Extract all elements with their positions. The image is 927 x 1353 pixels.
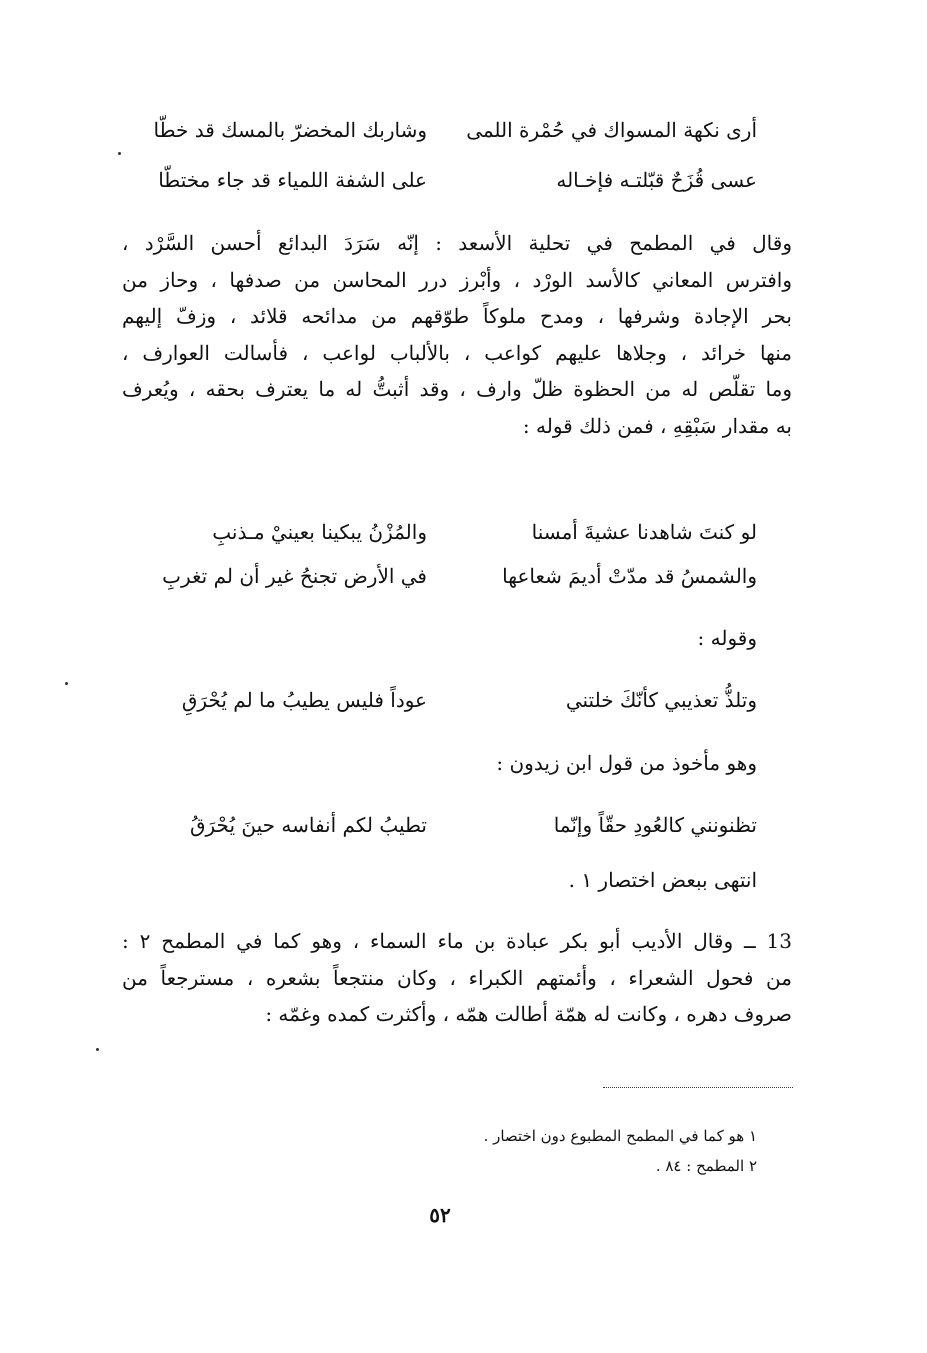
- verse-hemistich-first: لو كنتَ شاهدنا عشيةَ أمسنا: [531, 520, 757, 544]
- footnote: ١ هو كما في المطمح المطبوع دون اختصار .: [483, 1127, 757, 1145]
- text-line: منها خرائد ، وجلاها عليهم كواعب ، بالألباب لواعب ، فأسالت العوارف ،: [122, 340, 792, 365]
- scan-speck: [118, 152, 121, 155]
- text-line: من فحول الشعراء ، وأئمتهم الكبراء ، وكان منتجعاً بشعره ، مسترجعاً من: [122, 965, 792, 990]
- verse-hemistich-second: في الأرض تجنحُ غير أن لم تغربِ: [162, 564, 427, 588]
- text-line: به مقدار سَبْقِهِ ، فمن ذلك قوله :: [522, 413, 792, 438]
- closing-label: انتهى ببعض اختصار ١ .: [568, 868, 757, 892]
- verse-line: [107, 110, 757, 150]
- paragraph-tahliyat-alasad: [122, 225, 792, 444]
- text-line: بحر الإجادة وشرفها ، ومدح ملوكاً طوّقهم من مدائحه قلائد ، وزفّ إليهم: [122, 304, 792, 328]
- verse-hemistich-second: تطيبُ لكم أنفاسه حينَ يُحْرَقُ: [190, 813, 427, 837]
- verse-hemistich-first: أرى نكهة المسواك في حُمْرة اللمى: [466, 118, 757, 142]
- verse-line: [107, 556, 757, 596]
- verse-hemistich-second: وشاربك المخضرّ بالمسك قد خطّا: [153, 118, 427, 142]
- verse-line: [107, 512, 757, 552]
- verse-line: [107, 805, 757, 845]
- footnote-divider: [603, 1087, 793, 1088]
- verse-hemistich-first: والشمسُ قد مدّتْ أديمَ شعاعها: [502, 564, 757, 588]
- footnote: ٢ المطمح : ٨٤ .: [655, 1157, 757, 1175]
- text-line: وما تقلّص له من الحظوة ظلّ وارف ، وقد أثبتُّ له ما يعترف بحقه ، ويُعرف: [122, 377, 792, 401]
- page-number: ٥٢: [429, 1203, 451, 1227]
- text-line: وافترس المعاني كالأسد الورْد ، وأبْرز درر المحاسن من صدفها ، وحاز من: [122, 267, 792, 292]
- text-line: صروف دهره ، وكانت له همّة أطالت همّه ، وأكثرت كمده وغمّه :: [265, 1002, 792, 1026]
- verse-hemistich-first: عسى قُزَحٌ قبّلتـه فإخـاله: [556, 168, 757, 192]
- intro-label: وقوله :: [697, 626, 757, 650]
- verse-hemistich-first: تظنونني كالعُودِ حقّاً وإنّما: [553, 813, 757, 837]
- scan-speck: [65, 682, 68, 685]
- text-line: 13 ــ وقال الأديب أبو بكر عبادة بن ماء السماء ، وهو كما في المطمح ٢ :: [122, 929, 792, 953]
- verse-hemistich-first: وتلذُّ تعذيبي كأنّكَ خلتني: [565, 688, 757, 712]
- verse-line: [107, 680, 757, 720]
- verse-line: [107, 160, 757, 200]
- text-line: وقال في المطمح في تحلية الأسعد : إنّه سَرَدَ البدائع أحسن السَّرْد ،: [122, 231, 792, 255]
- verse-hemistich-second: والمُزْنُ يبكينا بعينيْ مـذنبِ: [212, 520, 427, 544]
- paragraph-entry-13: [122, 923, 792, 1033]
- scan-speck: [96, 1048, 99, 1051]
- verse-hemistich-second: عوداً فليس يطيبُ ما لم يُحْرَقِ: [181, 688, 427, 712]
- intro-label: وهو مأخوذ من قول ابن زيدون :: [496, 751, 757, 775]
- verse-hemistich-second: على الشفة اللمياء قد جاء مختطّا: [158, 168, 427, 192]
